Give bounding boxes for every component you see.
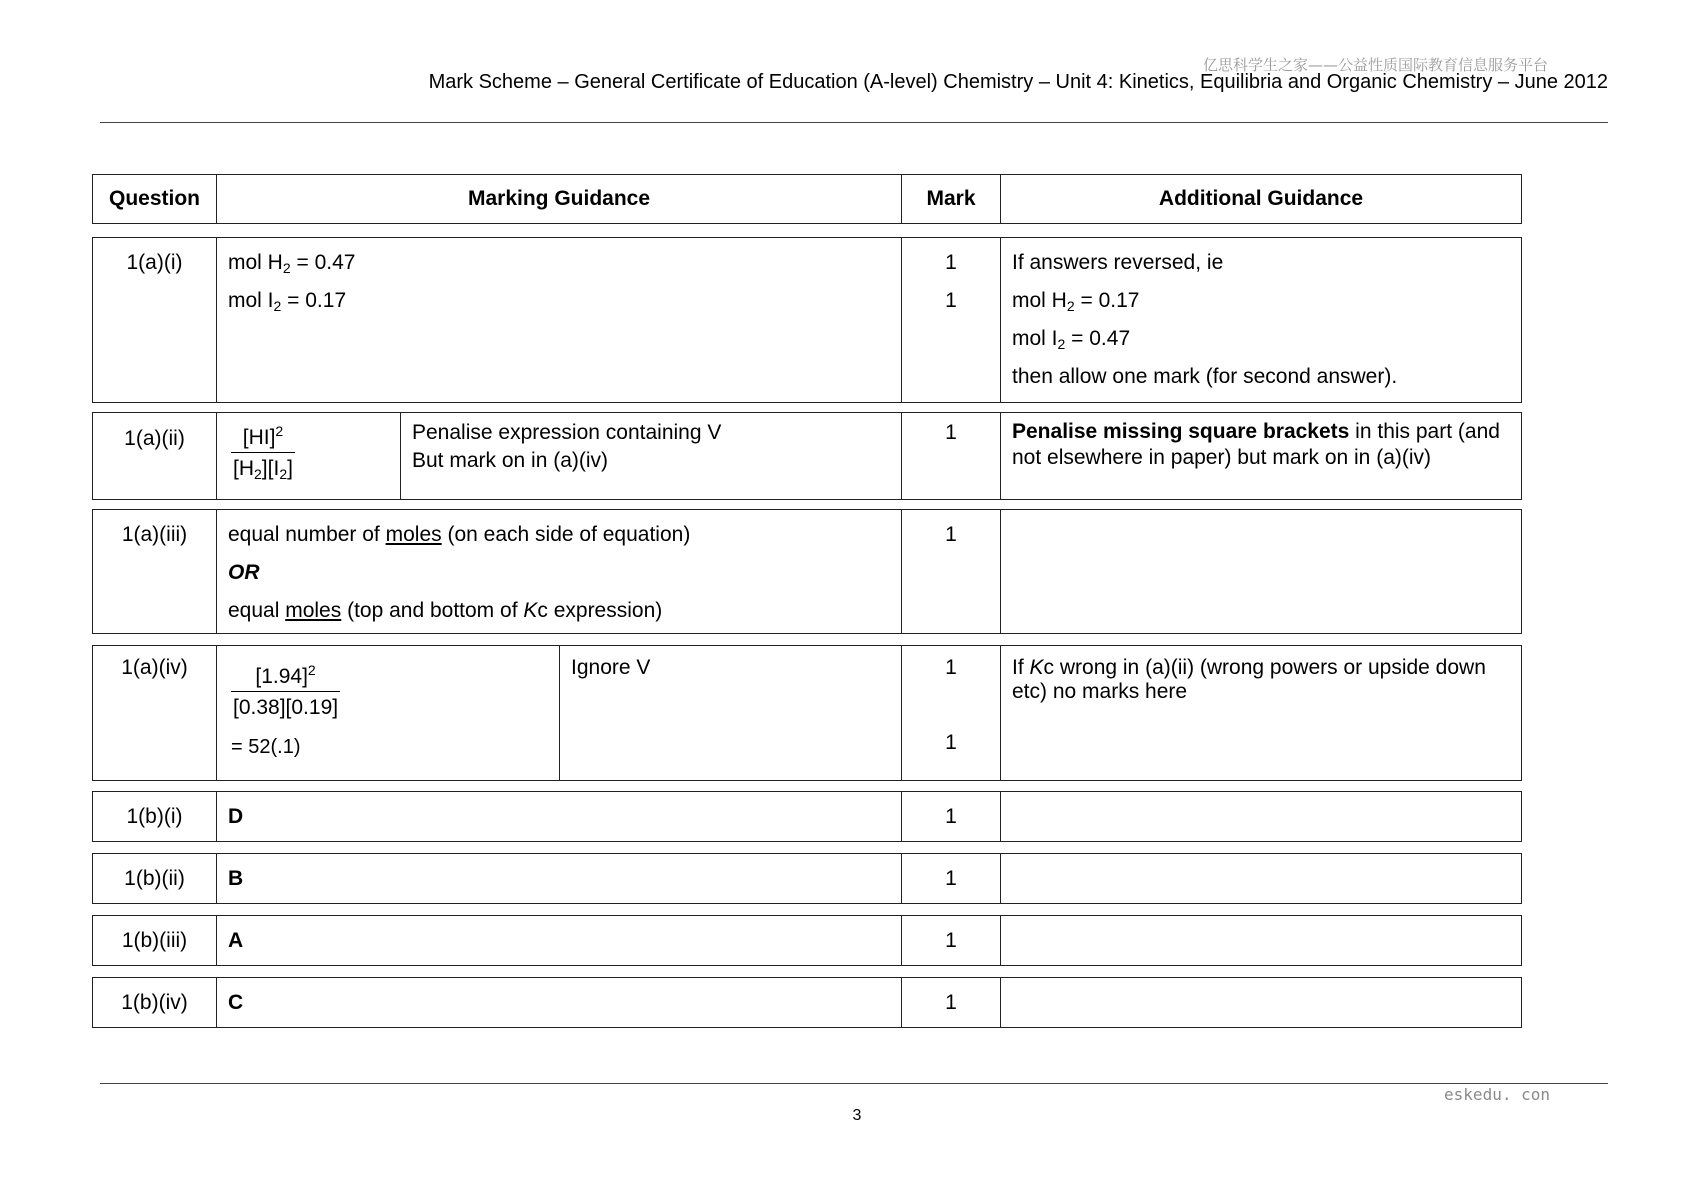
mark-cell: [902, 238, 1001, 403]
additional-cell: If Kc wrong in (a)(ii) (wrong powers or upside down etc) no marks here: [1001, 646, 1522, 781]
mark-cell: [902, 510, 1001, 634]
table-row-1bii: [92, 853, 1522, 904]
question-label: 1(b)(iii): [121, 928, 188, 952]
additional-line: mol $I_2 = 0.47$: [1012, 327, 1131, 352]
answer-cell: [217, 916, 902, 966]
mark-value: 1: [945, 731, 957, 754]
table-row-1aiv: [92, 645, 1522, 781]
additional-cell: [1001, 916, 1522, 966]
additional-line: If answers reversed, ie: [1012, 251, 1224, 274]
guidance-line: mol $I_2 = 0.17$: [228, 289, 347, 314]
mark-cell: [902, 916, 1001, 966]
question-label: 1(a)(iv): [121, 656, 188, 679]
question-cell: [93, 646, 217, 781]
mark-value: 1: [945, 251, 957, 274]
marking-cell: [217, 646, 902, 781]
answer-value: D: [228, 804, 244, 828]
table-row-1biii: [92, 915, 1522, 966]
kc-calculation: $\frac{[1.94]^2}{[0.38][0.19]}$: [233, 662, 339, 719]
table-header: [92, 174, 1522, 224]
additional-cell: [1001, 238, 1522, 403]
mark-cell: [902, 646, 1001, 781]
kc-expression: $\frac{[HI]^2}{[H_2][I_2]}$: [233, 423, 293, 482]
note-line: But mark on in (a)(iv): [412, 449, 609, 472]
additional-line: mol $H_2 = 0.17$: [1012, 289, 1140, 314]
question-cell: [93, 854, 217, 904]
note-cell: [401, 413, 901, 499]
question-label: 1(b)(i): [126, 804, 183, 828]
calculation-cell: [217, 646, 560, 780]
column-header-question: Question: [93, 175, 217, 224]
additional-line: then allow one mark (for second answer).: [1012, 365, 1398, 388]
table-row-1bi: [92, 791, 1522, 842]
answer-value: C: [228, 990, 244, 1014]
mark-value: 1: [945, 523, 957, 546]
additional-cell: [1001, 854, 1522, 904]
answer-cell: [217, 854, 902, 904]
question-cell: [93, 238, 217, 403]
table-row-1biv: [92, 977, 1522, 1028]
answer-value: B: [228, 866, 244, 890]
additional-cell: [1001, 978, 1522, 1028]
marking-cell: [217, 413, 902, 500]
answer-cell: [217, 978, 902, 1028]
expression-cell: [217, 413, 401, 499]
column-header-mark: Mark: [902, 175, 1001, 224]
answer-cell: [217, 792, 902, 842]
mark-value: 1: [945, 990, 957, 1014]
or-label: OR: [228, 561, 260, 584]
guidance-line: equal number of moles (on each side of equation): [228, 523, 691, 546]
question-label: 1(b)(ii): [124, 866, 185, 890]
additional-cell: Penalise missing square brackets in this part (and not elsewhere in paper) but mark on in (a)(iv): [1001, 413, 1522, 500]
watermark-top: 亿思科学生之家——公益性质国际教育信息服务平台: [1202, 56, 1548, 74]
mark-value: 1: [945, 928, 957, 952]
marking-cell: [217, 510, 902, 634]
mark-value: 1: [945, 289, 957, 312]
mark-value: 1: [945, 656, 957, 679]
note-cell: [560, 646, 901, 780]
question-cell: [93, 413, 217, 500]
marking-cell: [217, 238, 902, 403]
additional-cell: [1001, 510, 1522, 634]
additional-cell: [1001, 792, 1522, 842]
question-label: 1(a)(i): [126, 251, 183, 274]
table-row-1aiii: [92, 509, 1522, 634]
question-label: 1(a)(iii): [121, 523, 188, 546]
guidance-line: mol $H_2 = 0.47$: [228, 251, 356, 276]
header-rule: [100, 122, 1608, 123]
mark-value: 1: [945, 804, 957, 828]
question-cell: [93, 510, 217, 634]
calculation-result: = 52(.1): [231, 736, 301, 758]
mark-cell: [902, 792, 1001, 842]
answer-value: A: [228, 928, 244, 952]
guidance-line: equal moles (top and bottom of Kc expression): [228, 599, 663, 622]
question-cell: [93, 916, 217, 966]
note-line: Ignore V: [571, 656, 651, 679]
mark-value: 1: [945, 421, 957, 444]
footer-rule: [100, 1083, 1608, 1084]
column-header-marking: Marking Guidance: [217, 175, 902, 224]
header-title: Mark Scheme – General Certificate of Education (A-level) Chemistry – Unit 4: Kinetics, Equilibria and Organic Chemistry – June 2012: [428, 71, 1608, 93]
note-line: Penalise expression containing V: [412, 421, 722, 444]
table-row-1ai: [92, 237, 1522, 403]
watermark-bottom: eskedu. con: [1444, 1085, 1550, 1104]
mark-cell: [902, 978, 1001, 1028]
mark-value: 1: [945, 866, 957, 890]
question-label: 1(a)(ii): [124, 427, 185, 450]
question-cell: [93, 978, 217, 1028]
mark-cell: [902, 413, 1001, 500]
table-row-1aii: [92, 412, 1522, 500]
question-cell: [93, 792, 217, 842]
mark-cell: [902, 854, 1001, 904]
question-label: 1(b)(iv): [121, 990, 188, 1014]
page-number: 3: [852, 1107, 862, 1124]
column-header-additional: Additional Guidance: [1001, 175, 1522, 224]
